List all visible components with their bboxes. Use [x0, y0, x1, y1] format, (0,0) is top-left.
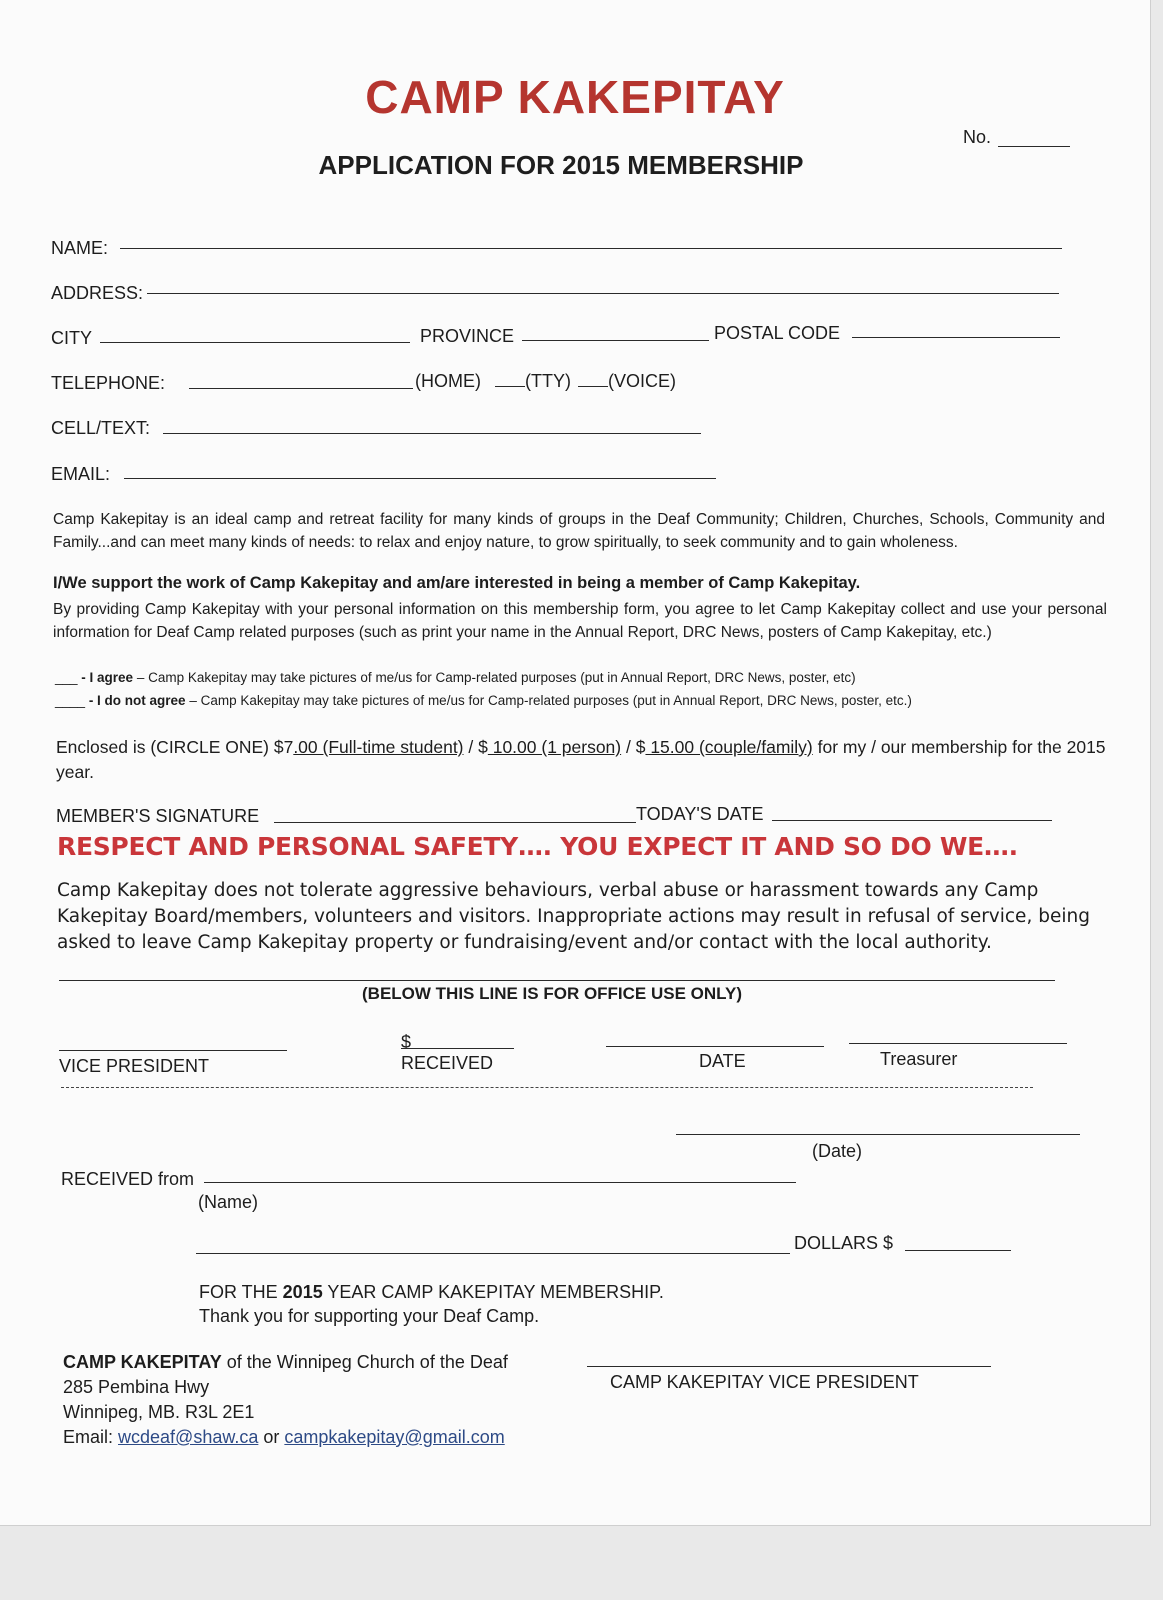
address-label: ADDRESS: — [51, 283, 144, 303]
disagree-option — [55, 693, 912, 708]
form-number-label: No. — [963, 127, 992, 147]
voice-label: (VOICE) — [608, 371, 677, 391]
vice-president-sign-field[interactable] — [59, 1050, 287, 1051]
received-from-field[interactable] — [204, 1182, 796, 1183]
province-field[interactable] — [522, 340, 709, 341]
received-from-label: RECEIVED from — [61, 1169, 195, 1189]
vp-signature-label: CAMP KAKEPITAY VICE PRESIDENT — [610, 1372, 919, 1392]
receipt-date-field[interactable] — [676, 1134, 1080, 1135]
receipt-date-label: (Date) — [812, 1141, 863, 1161]
form-number-field[interactable] — [998, 146, 1070, 147]
home-label: (HOME) — [415, 371, 481, 391]
disagree-blank[interactable]: ____ — [55, 693, 86, 708]
tty-label: (TTY) — [525, 371, 571, 391]
cell-field[interactable] — [163, 433, 701, 434]
vp-signature-field[interactable] — [587, 1366, 991, 1367]
dollars-amount-field[interactable] — [905, 1250, 1011, 1251]
office-date-label: DATE — [699, 1051, 746, 1071]
thank-you-text: Thank you for supporting your Deaf Camp. — [199, 1306, 540, 1326]
camp-description: Camp Kakepitay is an ideal camp and retreat facility for many kinds of groups in the Deaf Community; Children, Churches, Schools, Community and Family...and can meet many kinds of needs: to relax and enjoy nature, to grow spiritually, to seek community and to gain wholeness. — [53, 511, 1105, 551]
received-dollar-sign: $ — [401, 1032, 412, 1052]
office-divider-line — [59, 980, 1055, 981]
email-label: EMAIL: — [51, 464, 111, 484]
org-email-line: Email: wcdeaf@shaw.ca or campkakepitay@gmail.com — [63, 1427, 505, 1447]
receipt-name-label: (Name) — [198, 1192, 259, 1212]
member-signature-label: MEMBER'S SIGNATURE — [56, 806, 260, 826]
office-use-heading: (BELOW THIS LINE IS FOR OFFICE USE ONLY) — [362, 984, 742, 1003]
province-label: PROVINCE — [420, 326, 515, 346]
tty-checkbox-field[interactable] — [495, 386, 525, 387]
name-field[interactable] — [120, 248, 1062, 249]
org-address-line2: Winnipeg, MB. R3L 2E1 — [63, 1402, 255, 1422]
dollars-label: DOLLARS $ — [794, 1233, 894, 1253]
treasurer-label: Treasurer — [880, 1049, 958, 1069]
form-title: CAMP KAKEPITAY — [365, 71, 785, 123]
privacy-statement: By providing Camp Kakepitay with your personal information on this membership form, you agree to let Camp Kakepitay collect and use your personal information for Deaf Camp related purposes (such as print your name in the Annual Report, DRC News, posters of Camp Kakepitay, etc.) — [53, 601, 1107, 641]
support-statement: I/We support the work of Camp Kakepitay and am/are interested in being a member of Camp Kakepitay. — [53, 574, 861, 592]
telephone-label: TELEPHONE: — [51, 373, 166, 393]
treasurer-sign-field[interactable] — [849, 1043, 1067, 1044]
disagree-text: – Camp Kakepitay may take pictures of me/us for Camp-related purposes (put in Annual Report, DRC News, poster, etc.) — [185, 693, 912, 708]
fee-option-family[interactable]: 15.00 (couple/family) — [645, 737, 813, 757]
todays-date-field[interactable] — [772, 820, 1052, 821]
agree-blank[interactable]: ___ — [55, 670, 78, 685]
received-label: RECEIVED — [401, 1053, 494, 1073]
todays-date-label: TODAY'S DATE — [636, 804, 764, 824]
received-amount-field[interactable] — [401, 1048, 514, 1049]
respect-notice: Camp Kakepitay does not tolerate aggressive behaviours, verbal abuse or harassment towards any Camp Kakepitay Board/members, volunteers and visitors. Inappropriate actions may result in refusal of service, being asked to leave Camp Kakepitay property or fundraising/event and/or contact with the local authority. — [57, 880, 1090, 953]
vice-president-label: VICE PRESIDENT — [59, 1056, 210, 1076]
cell-label: CELL/TEXT: — [51, 418, 151, 438]
disagree-label: - I do not agree — [88, 693, 186, 708]
agree-label: - I agree — [81, 670, 134, 685]
form-subtitle: APPLICATION FOR 2015 MEMBERSHIP — [318, 150, 804, 180]
org-address-line1: 285 Pembina Hwy — [63, 1377, 210, 1397]
agree-option — [55, 670, 856, 685]
postal-code-field[interactable] — [852, 337, 1060, 338]
org-name: CAMP KAKEPITAY of the Winnipeg Church of the Deaf — [63, 1352, 508, 1372]
telephone-field[interactable] — [189, 388, 413, 389]
city-field[interactable] — [100, 342, 410, 343]
agree-text: – Camp Kakepitay may take pictures of me/us for Camp-related purposes (put in Annual Report, DRC News, poster, etc) — [133, 670, 856, 685]
name-label: NAME: — [51, 238, 109, 258]
fee-option-student[interactable]: .00 (Full-time student) — [293, 737, 464, 757]
city-label: CITY — [51, 328, 93, 348]
receipt-cut-line — [61, 1087, 1033, 1088]
email-link-wcdeaf[interactable]: wcdeaf@shaw.ca — [118, 1427, 259, 1447]
address-field[interactable] — [147, 293, 1059, 294]
office-date-field[interactable] — [606, 1046, 824, 1047]
email-link-campkakepitay[interactable]: campkakepitay@gmail.com — [284, 1427, 505, 1447]
member-signature-field[interactable] — [274, 822, 636, 823]
voice-checkbox-field[interactable] — [578, 386, 608, 387]
membership-fee: Enclosed is (CIRCLE ONE) $7.00 (Full-time student) / $ 10.00 (1 person) / $ 15.00 (couple/family) for my / our membership for the 2015 year. — [56, 737, 1106, 782]
email-field[interactable] — [124, 478, 716, 479]
postal-code-label: POSTAL CODE — [714, 323, 841, 343]
fee-option-person[interactable]: 10.00 (1 person) — [487, 737, 622, 757]
dollars-words-field[interactable] — [196, 1253, 790, 1254]
respect-heading: RESPECT AND PERSONAL SAFETY…. YOU EXPECT IT AND SO DO WE…. — [57, 832, 1018, 861]
membership-year-line: FOR THE 2015 YEAR CAMP KAKEPITAY MEMBERSHIP. — [199, 1282, 664, 1302]
